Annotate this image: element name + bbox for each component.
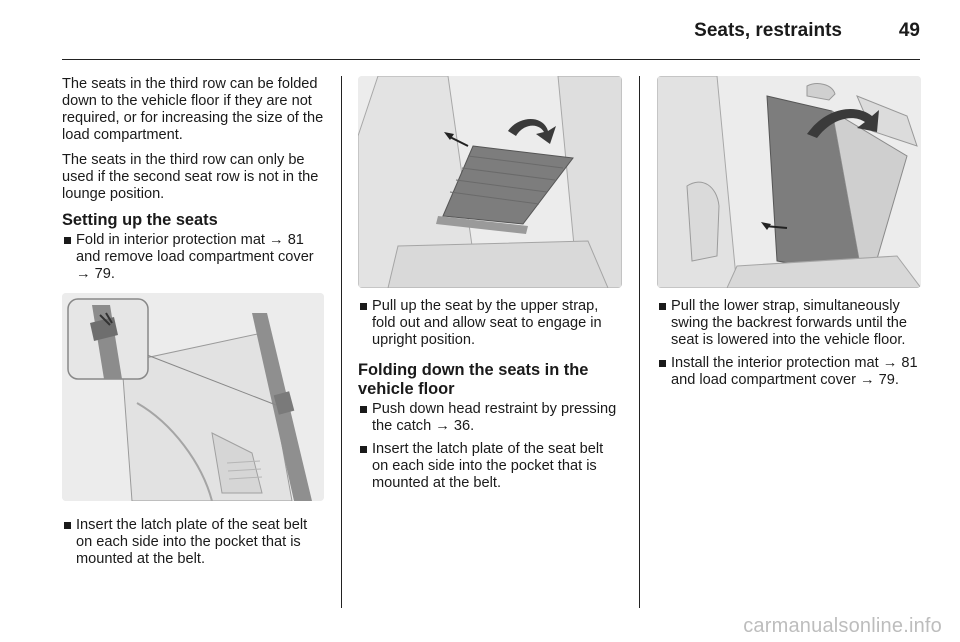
bullet-icon: [360, 446, 367, 453]
list-item: [358, 401, 622, 435]
page-header: [62, 0, 920, 58]
list-item: [62, 517, 326, 568]
page-title: Seats, restraints: [694, 20, 842, 41]
bullet-icon: [64, 522, 71, 529]
bullet-icon: [659, 303, 666, 310]
list-item: [358, 441, 622, 492]
list-item-text: Pull the lower strap, simultaneously swing the backrest forwards until the seat is lowered into the vehicle floor.: [671, 298, 908, 348]
section-heading-folding: Folding down the seats in the vehicle floor: [358, 361, 589, 398]
column-1: [62, 76, 326, 574]
list-item: [657, 355, 921, 389]
bullet-icon: [360, 303, 367, 310]
figure-seat-upright: [358, 76, 622, 288]
header-rule: [62, 59, 920, 60]
bullet-icon: [659, 360, 666, 367]
list-item-text: Pull up the seat by the upper strap, fold out and allow seat to engage in upright position.: [372, 298, 602, 348]
list-item-text: Install the interior protection mat → 81 and load compartment cover → 79.: [671, 355, 918, 388]
section-heading-setup: Setting up the seats: [62, 211, 218, 229]
list-item-text: Insert the latch plate of the seat belt on each side into the pocket that is mounted at the belt.: [372, 441, 604, 491]
bullet-icon: [360, 406, 367, 413]
lounge-paragraph: The seats in the third row can only be used if the second seat row is not in the lounge position.: [62, 152, 319, 202]
list-item: [358, 298, 622, 349]
list-item: [657, 298, 921, 349]
figure-backrest-forward: [657, 76, 921, 288]
list-item-text: Fold in interior protection mat → 81 and remove load compartment cover → 79.: [76, 232, 314, 282]
list-item-text: Insert the latch plate of the seat belt on each side into the pocket that is mounted at the belt.: [76, 517, 308, 567]
column-2: [358, 76, 622, 498]
list-item: [62, 232, 326, 283]
page-number: 49: [898, 20, 920, 41]
column-divider-2: [639, 76, 640, 608]
figure-seatbelt-latch: [62, 293, 324, 501]
list-item-text: Push down head restraint by pressing the catch → 36.: [372, 401, 617, 434]
column-divider-1: [341, 76, 342, 608]
column-3: [657, 76, 921, 395]
watermark: carmanualsonline.info: [743, 615, 942, 637]
intro-paragraph: The seats in the third row can be folded down to the vehicle floor if they are not required, or for increasing the size of the load compartment.: [62, 76, 324, 143]
bullet-icon: [64, 237, 71, 244]
